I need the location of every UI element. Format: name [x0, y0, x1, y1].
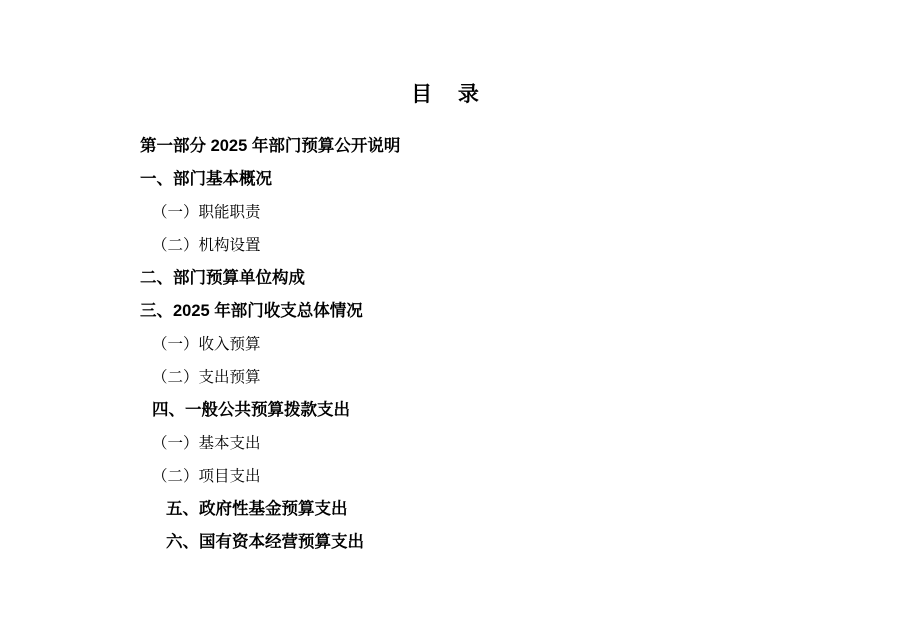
toc-entry[interactable]: 四、一般公共预算拨款支出 [152, 401, 350, 419]
toc-entry[interactable]: 三、2025 年部门收支总体情况 [140, 302, 363, 320]
toc-entry[interactable]: 二、部门预算单位构成 [140, 269, 305, 287]
toc-entry[interactable]: （二）机构设置 [152, 237, 261, 254]
toc-entry[interactable]: 五、政府性基金预算支出 [166, 500, 348, 518]
toc-entry[interactable]: （二）项目支出 [152, 468, 261, 485]
table-of-contents [0, 130, 900, 559]
toc-entry[interactable]: （二）支出预算 [152, 369, 261, 386]
toc-entry[interactable]: 一、部门基本概况 [140, 170, 272, 188]
toc-entry[interactable]: （一）职能职责 [152, 204, 261, 221]
toc-entry[interactable]: （一）收入预算 [152, 336, 261, 353]
page-title: 目 录 [411, 83, 489, 106]
toc-entry[interactable]: （一）基本支出 [152, 435, 261, 452]
toc-entry[interactable]: 第一部分 2025 年部门预算公开说明 [140, 137, 401, 155]
toc-entry[interactable]: 六、国有资本经营预算支出 [166, 533, 364, 551]
